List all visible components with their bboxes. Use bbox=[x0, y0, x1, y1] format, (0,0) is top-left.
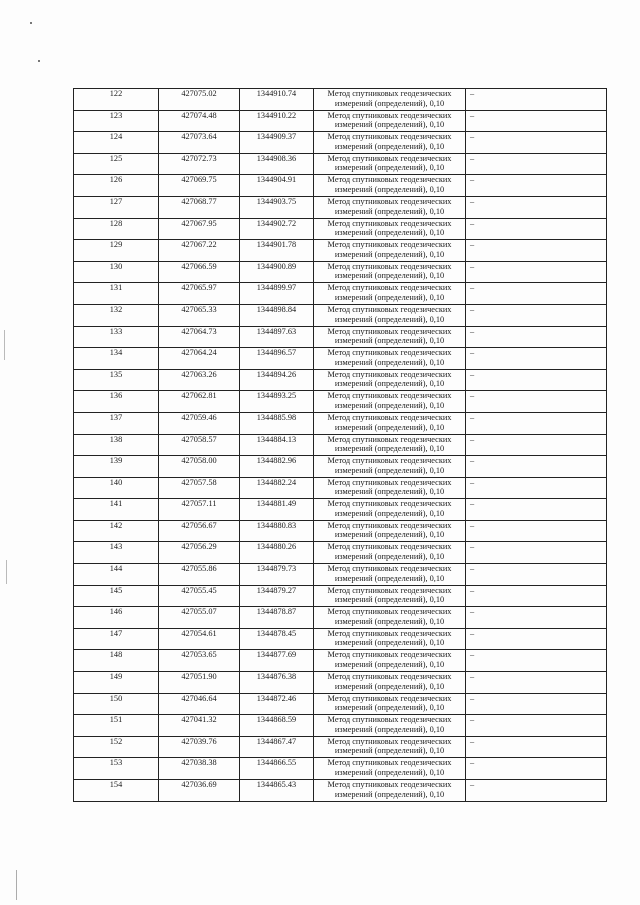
method-cell bbox=[314, 607, 466, 629]
method-text-line-2: измерений (определений), 0,10 bbox=[334, 616, 445, 626]
method-text-line-2: измерений (определений), 0,10 bbox=[334, 724, 445, 734]
method-text-line-1: Метод спутниковых геодезических bbox=[327, 564, 452, 574]
point-number-cell: 147 bbox=[74, 628, 159, 650]
method-text-line-2: измерений (определений), 0,10 bbox=[334, 314, 445, 324]
x-coordinate-cell: 427074.48 bbox=[159, 110, 240, 132]
method-text-line-1: Метод спутниковых геодезических bbox=[327, 240, 452, 250]
method-text-line-1: Метод спутниковых геодезических bbox=[327, 218, 452, 228]
method-text-line-2: измерений (определений), 0,10 bbox=[334, 379, 445, 389]
method-text-line-2: измерений (определений), 0,10 bbox=[334, 249, 445, 259]
method-text-line-2: измерений (определений), 0,10 bbox=[334, 595, 445, 605]
note-cell: – bbox=[466, 304, 607, 326]
point-number-cell: 123 bbox=[74, 110, 159, 132]
table-row bbox=[74, 715, 607, 737]
method-text-line-1: Метод спутниковых геодезических bbox=[327, 607, 452, 617]
point-number-cell: 126 bbox=[74, 175, 159, 197]
y-coordinate-cell: 1344866.55 bbox=[240, 758, 314, 780]
point-number-cell: 124 bbox=[74, 132, 159, 154]
y-coordinate-cell: 1344884.13 bbox=[240, 434, 314, 456]
method-cell bbox=[314, 434, 466, 456]
method-text-line-2: измерений (определений), 0,10 bbox=[334, 336, 445, 346]
method-cell bbox=[314, 283, 466, 305]
point-number-cell: 127 bbox=[74, 196, 159, 218]
method-text-line-2: измерений (определений), 0,10 bbox=[334, 768, 445, 777]
scan-mark-left-line bbox=[4, 330, 5, 360]
method-cell bbox=[314, 369, 466, 391]
y-coordinate-cell: 1344903.75 bbox=[240, 196, 314, 218]
point-number-cell: 131 bbox=[74, 283, 159, 305]
table-row bbox=[74, 196, 607, 218]
x-coordinate-cell: 427053.65 bbox=[159, 650, 240, 672]
method-cell bbox=[314, 153, 466, 175]
method-text-line-2: измерений (определений), 0,10 bbox=[334, 184, 445, 194]
y-coordinate-cell: 1344867.47 bbox=[240, 736, 314, 758]
method-text-line-1: Метод спутниковых геодезических bbox=[327, 110, 452, 120]
table-row bbox=[74, 412, 607, 434]
method-cell bbox=[314, 672, 466, 694]
method-cell bbox=[314, 348, 466, 370]
method-text-line-1: Метод спутниковых геодезических bbox=[327, 456, 452, 466]
method-text-line-1: Метод спутниковых геодезических bbox=[327, 283, 452, 293]
x-coordinate-cell: 427055.07 bbox=[159, 607, 240, 629]
y-coordinate-cell: 1344893.25 bbox=[240, 391, 314, 413]
method-text-line-1: Метод спутниковых геодезических bbox=[327, 499, 452, 509]
method-text-line-2: измерений (определений), 0,10 bbox=[334, 552, 445, 562]
y-coordinate-cell: 1344882.96 bbox=[240, 456, 314, 478]
method-text-line-1: Метод спутниковых геодезических bbox=[327, 196, 452, 206]
x-coordinate-cell: 427056.29 bbox=[159, 542, 240, 564]
point-number-cell: 133 bbox=[74, 326, 159, 348]
method-text-line-2: измерений (определений), 0,10 bbox=[334, 206, 445, 216]
x-coordinate-cell: 427065.97 bbox=[159, 283, 240, 305]
table-row bbox=[74, 261, 607, 283]
coordinates-table bbox=[73, 88, 607, 802]
method-text-line-2: измерений (определений), 0,10 bbox=[334, 422, 445, 432]
x-coordinate-cell: 427055.45 bbox=[159, 585, 240, 607]
method-cell bbox=[314, 89, 466, 111]
x-coordinate-cell: 427064.73 bbox=[159, 326, 240, 348]
method-cell bbox=[314, 391, 466, 413]
point-number-cell: 129 bbox=[74, 240, 159, 262]
scan-mark-bottom-left bbox=[16, 870, 17, 900]
x-coordinate-cell: 427066.59 bbox=[159, 261, 240, 283]
table-row bbox=[74, 520, 607, 542]
point-number-cell: 130 bbox=[74, 261, 159, 283]
note-cell: – bbox=[466, 456, 607, 478]
point-number-cell: 138 bbox=[74, 434, 159, 456]
point-number-cell: 141 bbox=[74, 499, 159, 521]
method-text-line-2: измерений (определений), 0,10 bbox=[334, 271, 445, 281]
point-number-cell: 125 bbox=[74, 153, 159, 175]
method-cell bbox=[314, 412, 466, 434]
y-coordinate-cell: 1344908.36 bbox=[240, 153, 314, 175]
method-cell bbox=[314, 693, 466, 715]
x-coordinate-cell: 427059.46 bbox=[159, 412, 240, 434]
point-number-cell: 137 bbox=[74, 412, 159, 434]
point-number-cell: 144 bbox=[74, 564, 159, 586]
table-row bbox=[74, 736, 607, 758]
method-text-line-1: Метод спутниковых геодезических bbox=[327, 693, 452, 703]
point-number-cell: 136 bbox=[74, 391, 159, 413]
x-coordinate-cell: 427058.00 bbox=[159, 456, 240, 478]
table-row bbox=[74, 153, 607, 175]
method-cell bbox=[314, 261, 466, 283]
note-cell: – bbox=[466, 348, 607, 370]
table-row bbox=[74, 283, 607, 305]
point-number-cell: 154 bbox=[74, 780, 159, 802]
x-coordinate-cell: 427041.32 bbox=[159, 715, 240, 737]
point-number-cell: 146 bbox=[74, 607, 159, 629]
note-cell: – bbox=[466, 585, 607, 607]
x-coordinate-cell: 427058.57 bbox=[159, 434, 240, 456]
y-coordinate-cell: 1344865.43 bbox=[240, 780, 314, 802]
note-cell: – bbox=[466, 261, 607, 283]
method-text-line-1: Метод спутниковых геодезических bbox=[327, 132, 452, 142]
method-text-line-2: измерений (определений), 0,10 bbox=[334, 746, 445, 756]
method-text-line-1: Метод спутниковых геодезических bbox=[327, 304, 452, 314]
x-coordinate-cell: 427055.86 bbox=[159, 564, 240, 586]
note-cell: – bbox=[466, 758, 607, 780]
method-text-line-1: Метод спутниковых геодезических bbox=[327, 175, 452, 185]
y-coordinate-cell: 1344880.26 bbox=[240, 542, 314, 564]
note-cell: – bbox=[466, 283, 607, 305]
table-row bbox=[74, 391, 607, 413]
table-row bbox=[74, 132, 607, 154]
table-row bbox=[74, 456, 607, 478]
x-coordinate-cell: 427064.24 bbox=[159, 348, 240, 370]
method-text-line-2: измерений (определений), 0,10 bbox=[334, 357, 445, 367]
method-text-line-1: Метод спутниковых геодезических bbox=[327, 348, 452, 358]
method-cell bbox=[314, 304, 466, 326]
y-coordinate-cell: 1344876.38 bbox=[240, 672, 314, 694]
method-cell bbox=[314, 758, 466, 780]
method-text-line-1: Метод спутниковых геодезических bbox=[327, 715, 452, 725]
method-text-line-1: Метод спутниковых геодезических bbox=[327, 780, 452, 789]
note-cell: – bbox=[466, 326, 607, 348]
method-text-line-1: Метод спутниковых геодезических bbox=[327, 391, 452, 401]
y-coordinate-cell: 1344879.73 bbox=[240, 564, 314, 586]
x-coordinate-cell: 427054.61 bbox=[159, 628, 240, 650]
method-cell bbox=[314, 650, 466, 672]
table-row bbox=[74, 585, 607, 607]
method-cell bbox=[314, 628, 466, 650]
method-text-line-2: измерений (определений), 0,10 bbox=[334, 163, 445, 173]
method-text-line-1: Метод спутниковых геодезических bbox=[327, 628, 452, 638]
x-coordinate-cell: 427062.81 bbox=[159, 391, 240, 413]
note-cell: – bbox=[466, 520, 607, 542]
x-coordinate-cell: 427072.73 bbox=[159, 153, 240, 175]
method-cell bbox=[314, 542, 466, 564]
method-text-line-1: Метод спутниковых геодезических bbox=[327, 412, 452, 422]
note-cell: – bbox=[466, 412, 607, 434]
method-cell bbox=[314, 736, 466, 758]
x-coordinate-cell: 427069.75 bbox=[159, 175, 240, 197]
note-cell: – bbox=[466, 196, 607, 218]
method-cell bbox=[314, 520, 466, 542]
method-cell bbox=[314, 196, 466, 218]
point-number-cell: 134 bbox=[74, 348, 159, 370]
x-coordinate-cell: 427075.02 bbox=[159, 89, 240, 111]
y-coordinate-cell: 1344878.45 bbox=[240, 628, 314, 650]
y-coordinate-cell: 1344901.78 bbox=[240, 240, 314, 262]
method-text-line-2: измерений (определений), 0,10 bbox=[334, 508, 445, 518]
y-coordinate-cell: 1344897.63 bbox=[240, 326, 314, 348]
y-coordinate-cell: 1344896.57 bbox=[240, 348, 314, 370]
point-number-cell: 153 bbox=[74, 758, 159, 780]
y-coordinate-cell: 1344894.26 bbox=[240, 369, 314, 391]
x-coordinate-cell: 427056.67 bbox=[159, 520, 240, 542]
note-cell: – bbox=[466, 499, 607, 521]
method-text-line-2: измерений (определений), 0,10 bbox=[334, 487, 445, 497]
note-cell: – bbox=[466, 175, 607, 197]
table-row bbox=[74, 369, 607, 391]
x-coordinate-cell: 427036.69 bbox=[159, 780, 240, 802]
y-coordinate-cell: 1344910.74 bbox=[240, 89, 314, 111]
point-number-cell: 142 bbox=[74, 520, 159, 542]
point-number-cell: 128 bbox=[74, 218, 159, 240]
method-text-line-2: измерений (определений), 0,10 bbox=[334, 444, 445, 454]
point-number-cell: 149 bbox=[74, 672, 159, 694]
table-row bbox=[74, 607, 607, 629]
note-cell: – bbox=[466, 780, 607, 802]
point-number-cell: 143 bbox=[74, 542, 159, 564]
y-coordinate-cell: 1344898.84 bbox=[240, 304, 314, 326]
method-cell bbox=[314, 499, 466, 521]
scan-mark-top-left bbox=[30, 22, 32, 24]
x-coordinate-cell: 427067.95 bbox=[159, 218, 240, 240]
table-row bbox=[74, 434, 607, 456]
point-number-cell: 140 bbox=[74, 477, 159, 499]
method-text-line-1: Метод спутниковых геодезических bbox=[327, 520, 452, 530]
point-number-cell: 139 bbox=[74, 456, 159, 478]
method-text-line-1: Метод спутниковых геодезических bbox=[327, 477, 452, 487]
y-coordinate-cell: 1344882.24 bbox=[240, 477, 314, 499]
y-coordinate-cell: 1344877.69 bbox=[240, 650, 314, 672]
x-coordinate-cell: 427067.22 bbox=[159, 240, 240, 262]
note-cell: – bbox=[466, 607, 607, 629]
method-text-line-2: измерений (определений), 0,10 bbox=[334, 703, 445, 713]
method-cell bbox=[314, 585, 466, 607]
note-cell: – bbox=[466, 391, 607, 413]
method-text-line-1: Метод спутниковых геодезических bbox=[327, 369, 452, 379]
x-coordinate-cell: 427068.77 bbox=[159, 196, 240, 218]
method-cell bbox=[314, 326, 466, 348]
table-row bbox=[74, 477, 607, 499]
y-coordinate-cell: 1344885.98 bbox=[240, 412, 314, 434]
method-text-line-1: Метод спутниковых геодезических bbox=[327, 585, 452, 595]
x-coordinate-cell: 427063.26 bbox=[159, 369, 240, 391]
y-coordinate-cell: 1344899.97 bbox=[240, 283, 314, 305]
note-cell: – bbox=[466, 434, 607, 456]
note-cell: – bbox=[466, 715, 607, 737]
method-text-line-2: измерений (определений), 0,10 bbox=[334, 120, 445, 130]
y-coordinate-cell: 1344881.49 bbox=[240, 499, 314, 521]
method-text-line-2: измерений (определений), 0,10 bbox=[334, 638, 445, 648]
x-coordinate-cell: 427038.38 bbox=[159, 758, 240, 780]
method-cell bbox=[314, 132, 466, 154]
note-cell: – bbox=[466, 110, 607, 132]
method-cell bbox=[314, 240, 466, 262]
y-coordinate-cell: 1344909.37 bbox=[240, 132, 314, 154]
x-coordinate-cell: 427073.64 bbox=[159, 132, 240, 154]
point-number-cell: 132 bbox=[74, 304, 159, 326]
note-cell: – bbox=[466, 672, 607, 694]
method-text-line-1: Метод спутниковых геодезических bbox=[327, 153, 452, 163]
method-cell bbox=[314, 477, 466, 499]
method-text-line-2: измерений (определений), 0,10 bbox=[334, 681, 445, 691]
method-cell bbox=[314, 456, 466, 478]
table-row bbox=[74, 628, 607, 650]
method-text-line-1: Метод спутниковых геодезических bbox=[327, 736, 452, 746]
method-cell bbox=[314, 564, 466, 586]
method-text-line-2: измерений (определений), 0,10 bbox=[334, 98, 445, 108]
point-number-cell: 152 bbox=[74, 736, 159, 758]
note-cell: – bbox=[466, 89, 607, 111]
point-number-cell: 135 bbox=[74, 369, 159, 391]
note-cell: – bbox=[466, 153, 607, 175]
note-cell: – bbox=[466, 736, 607, 758]
table-row bbox=[74, 89, 607, 111]
method-text-line-2: измерений (определений), 0,10 bbox=[334, 660, 445, 670]
table-row bbox=[74, 240, 607, 262]
method-cell bbox=[314, 715, 466, 737]
table-row bbox=[74, 650, 607, 672]
point-number-cell: 122 bbox=[74, 89, 159, 111]
note-cell: – bbox=[466, 369, 607, 391]
table-row bbox=[74, 693, 607, 715]
method-text-line-1: Метод спутниковых геодезических bbox=[327, 261, 452, 271]
y-coordinate-cell: 1344904.91 bbox=[240, 175, 314, 197]
method-cell bbox=[314, 218, 466, 240]
scan-mark-left-line-2 bbox=[6, 560, 7, 584]
y-coordinate-cell: 1344868.59 bbox=[240, 715, 314, 737]
method-text-line-2: измерений (определений), 0,10 bbox=[334, 292, 445, 302]
method-text-line-2: измерений (определений), 0,10 bbox=[334, 141, 445, 151]
method-cell bbox=[314, 780, 466, 802]
method-text-line-2: измерений (определений), 0,10 bbox=[334, 465, 445, 475]
table-row bbox=[74, 564, 607, 586]
note-cell: – bbox=[466, 628, 607, 650]
point-number-cell: 148 bbox=[74, 650, 159, 672]
method-text-line-2: измерений (определений), 0,10 bbox=[334, 530, 445, 540]
x-coordinate-cell: 427039.76 bbox=[159, 736, 240, 758]
method-text-line-1: Метод спутниковых геодезических bbox=[327, 326, 452, 336]
method-text-line-2: измерений (определений), 0,10 bbox=[334, 228, 445, 238]
table-row bbox=[74, 304, 607, 326]
method-cell bbox=[314, 175, 466, 197]
scan-mark-left bbox=[38, 60, 40, 62]
note-cell: – bbox=[466, 542, 607, 564]
x-coordinate-cell: 427051.90 bbox=[159, 672, 240, 694]
note-cell: – bbox=[466, 693, 607, 715]
point-number-cell: 145 bbox=[74, 585, 159, 607]
point-number-cell: 150 bbox=[74, 693, 159, 715]
method-text-line-1: Метод спутниковых геодезических bbox=[327, 672, 452, 682]
table-row bbox=[74, 348, 607, 370]
note-cell: – bbox=[466, 564, 607, 586]
y-coordinate-cell: 1344878.87 bbox=[240, 607, 314, 629]
table-row bbox=[74, 110, 607, 132]
point-number-cell: 151 bbox=[74, 715, 159, 737]
method-text-line-2: измерений (определений), 0,10 bbox=[334, 573, 445, 583]
method-text-line-1: Метод спутниковых геодезических bbox=[327, 434, 452, 444]
y-coordinate-cell: 1344872.46 bbox=[240, 693, 314, 715]
x-coordinate-cell: 427065.33 bbox=[159, 304, 240, 326]
y-coordinate-cell: 1344910.22 bbox=[240, 110, 314, 132]
table-row bbox=[74, 175, 607, 197]
x-coordinate-cell: 427057.11 bbox=[159, 499, 240, 521]
table-row bbox=[74, 758, 607, 780]
table-row bbox=[74, 672, 607, 694]
note-cell: – bbox=[466, 218, 607, 240]
method-text-line-1: Метод спутниковых геодезических bbox=[327, 650, 452, 660]
method-text-line-2: измерений (определений), 0,10 bbox=[334, 400, 445, 410]
method-text-line-1: Метод спутниковых геодезических bbox=[327, 542, 452, 552]
y-coordinate-cell: 1344879.27 bbox=[240, 585, 314, 607]
note-cell: – bbox=[466, 650, 607, 672]
table-row bbox=[74, 780, 607, 802]
x-coordinate-cell: 427046.64 bbox=[159, 693, 240, 715]
method-text-line-2: измерений (определений), 0,10 bbox=[334, 789, 445, 799]
method-text-line-1: Метод спутниковых геодезических bbox=[327, 89, 452, 98]
table-row bbox=[74, 542, 607, 564]
x-coordinate-cell: 427057.58 bbox=[159, 477, 240, 499]
y-coordinate-cell: 1344900.89 bbox=[240, 261, 314, 283]
method-text-line-1: Метод спутниковых геодезических bbox=[327, 758, 452, 768]
coordinates-table-body bbox=[74, 89, 607, 802]
y-coordinate-cell: 1344880.83 bbox=[240, 520, 314, 542]
note-cell: – bbox=[466, 477, 607, 499]
table-row bbox=[74, 218, 607, 240]
y-coordinate-cell: 1344902.72 bbox=[240, 218, 314, 240]
method-cell bbox=[314, 110, 466, 132]
note-cell: – bbox=[466, 132, 607, 154]
note-cell: – bbox=[466, 240, 607, 262]
table-row bbox=[74, 326, 607, 348]
table-row bbox=[74, 499, 607, 521]
